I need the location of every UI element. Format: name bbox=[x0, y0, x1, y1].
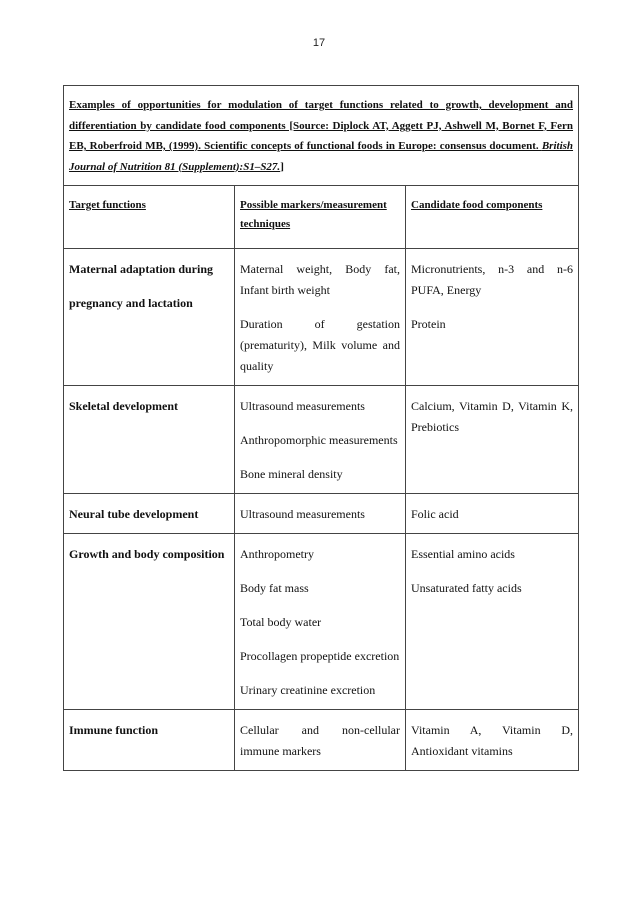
marker-item: Duration of gestation (prematurity), Milk volume and quality bbox=[240, 317, 400, 373]
marker-item: Body fat mass bbox=[240, 581, 309, 595]
row-function: Neural tube development bbox=[64, 494, 235, 534]
caption-journal: British Journal of Nutrition 81 (Supplement):S1–S27. bbox=[69, 140, 574, 173]
row-function bbox=[64, 249, 235, 386]
functions-table bbox=[63, 85, 579, 771]
marker-item: Anthropometry bbox=[240, 547, 314, 561]
marker-item: Bone mineral density bbox=[240, 467, 343, 481]
row-components bbox=[406, 534, 579, 710]
caption-text: Examples of opportunities for modulation of target functions related to growth, development and differentiation by candidate food components [Source: Diplock AT, Aggett PJ, Ashwell M, Bornet F, Fern EB, Roberfroid MB, (1999). Scientific concepts of functional foods in Europe: consensus document. bbox=[69, 99, 574, 152]
marker-item: Total body water bbox=[240, 615, 322, 629]
marker-item: Urinary creatinine excretion bbox=[240, 683, 376, 697]
table-caption bbox=[64, 86, 579, 186]
row-markers bbox=[235, 249, 406, 386]
component-item: Essential amino acids bbox=[411, 547, 515, 561]
table-row bbox=[64, 494, 579, 534]
caption-row bbox=[64, 86, 579, 186]
component-item: Folic acid bbox=[411, 507, 459, 521]
marker-item: Ultrasound measurements bbox=[240, 507, 365, 521]
row-markers bbox=[235, 534, 406, 710]
row-markers bbox=[235, 494, 406, 534]
marker-item: Maternal weight, Body fat, Infant birth weight bbox=[240, 262, 400, 297]
page-number: 17 bbox=[312, 37, 326, 49]
header-target-functions: Target functions bbox=[64, 186, 235, 249]
component-item: Calcium, Vitamin D, Vitamin K, Prebiotics bbox=[411, 399, 574, 434]
row-components bbox=[406, 494, 579, 534]
marker-item: Procollagen propeptide excretion bbox=[240, 649, 400, 663]
row-markers bbox=[235, 386, 406, 494]
component-item: Micronutrients, n-3 and n-6 PUFA, Energy bbox=[411, 262, 574, 297]
caption-end: ] bbox=[280, 160, 284, 173]
row-function: Growth and body composition bbox=[64, 534, 235, 710]
component-item: Protein bbox=[411, 317, 446, 331]
row-components bbox=[406, 386, 579, 494]
header-markers: Possible markers/measurement techniques bbox=[235, 186, 406, 249]
component-item: Unsaturated fatty acids bbox=[411, 581, 522, 595]
marker-item: Ultrasound measurements bbox=[240, 399, 365, 413]
table-row bbox=[64, 710, 579, 771]
function-line: Maternal adaptation during bbox=[69, 262, 214, 276]
row-components bbox=[406, 249, 579, 386]
row-function: Immune function bbox=[64, 710, 235, 771]
table-row bbox=[64, 534, 579, 710]
row-markers bbox=[235, 710, 406, 771]
table-row bbox=[64, 249, 579, 386]
row-function: Skeletal development bbox=[64, 386, 235, 494]
component-item: Vitamin A, Vitamin D, Antioxidant vitamins bbox=[411, 723, 574, 758]
row-components bbox=[406, 710, 579, 771]
function-line: pregnancy and lactation bbox=[69, 296, 193, 310]
header-row bbox=[64, 186, 579, 249]
marker-item: Cellular and non-cellular immune markers bbox=[240, 723, 400, 758]
marker-item: Anthropomorphic measurements bbox=[240, 433, 398, 447]
table-row bbox=[64, 386, 579, 494]
header-components: Candidate food components bbox=[406, 186, 579, 249]
